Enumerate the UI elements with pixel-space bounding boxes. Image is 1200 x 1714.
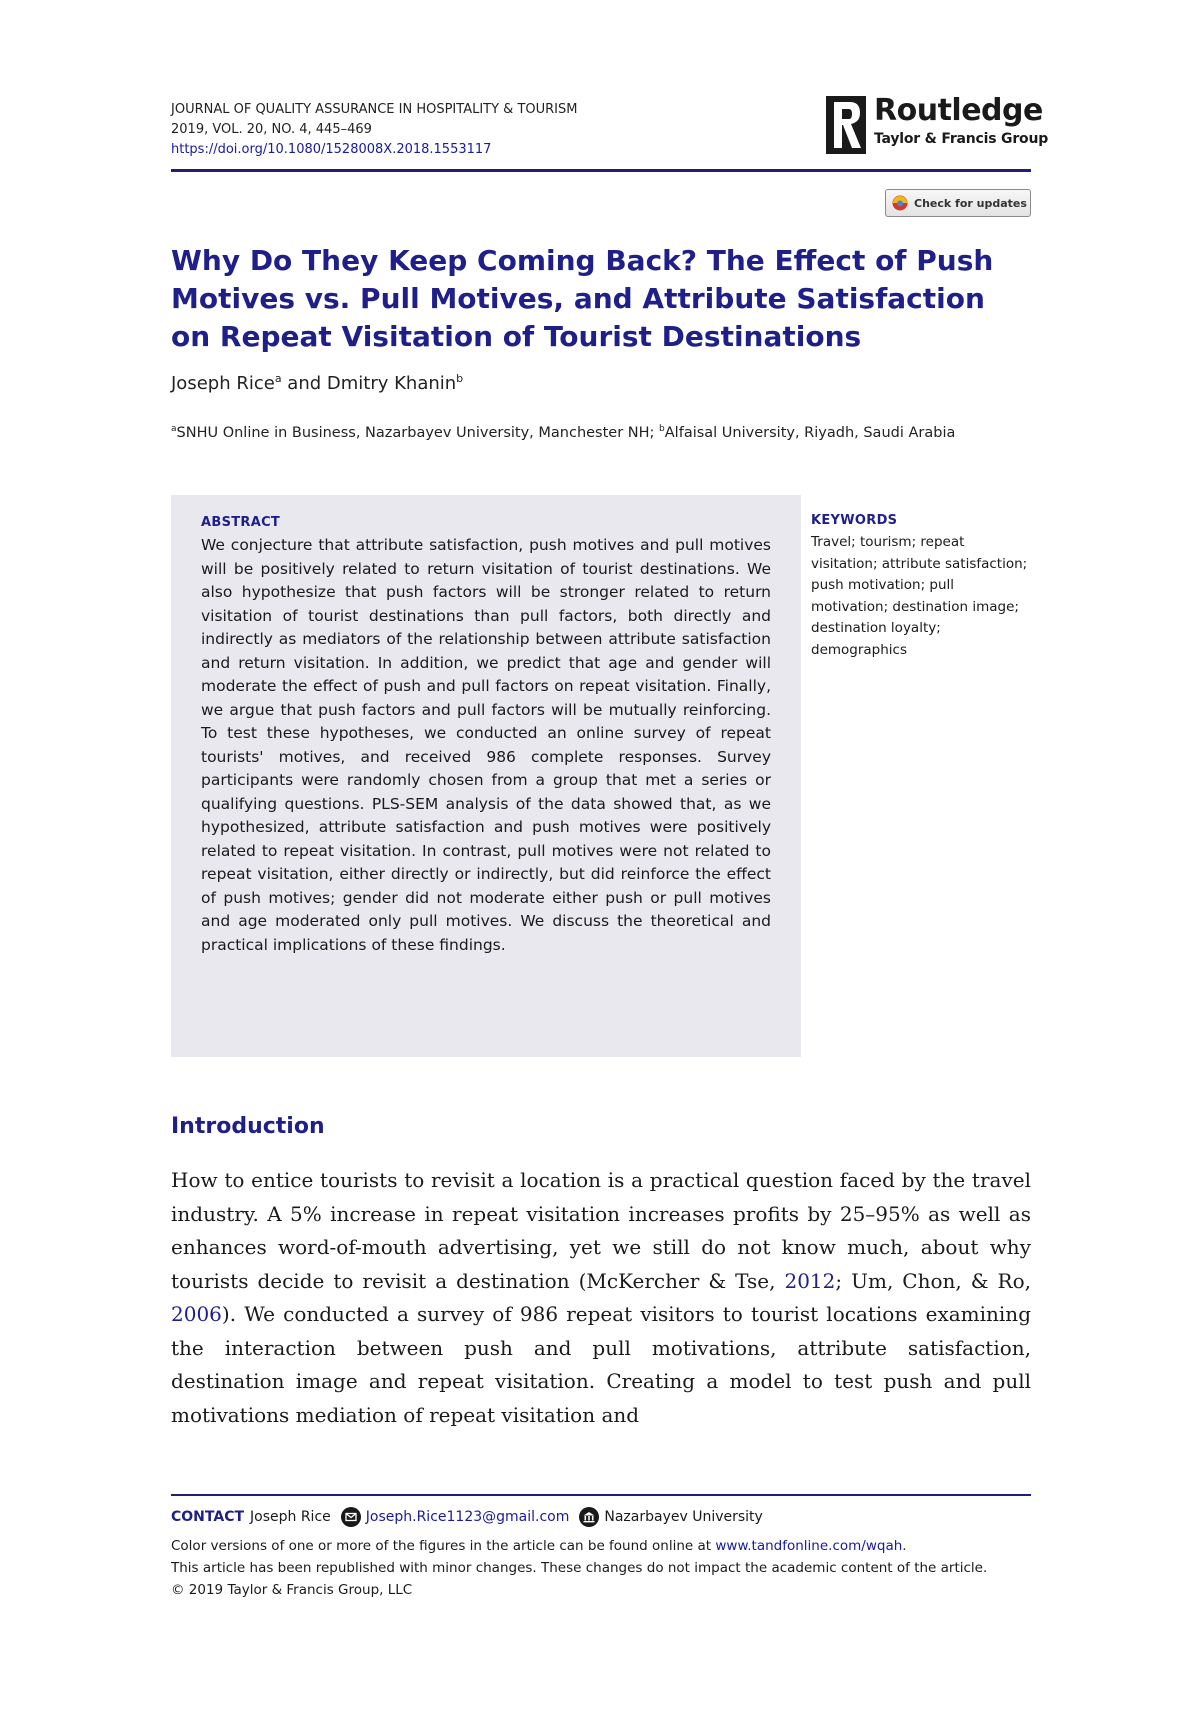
check-for-updates-button[interactable] [885, 189, 1031, 217]
authors [171, 372, 463, 394]
publisher-name: Routledge [874, 93, 1043, 128]
intro-text: ). We conducted a survey of 986 repeat visitors to tourist locations examining the interaction between push and pull motivations, attribute satisfaction, destination image and repeat visitation. Creating a model to test push and pull motivations mediation of repeat visitation and [171, 1302, 1031, 1427]
journal-issue: 2019, VOL. 20, NO. 4, 445–469 [171, 122, 372, 137]
abstract-box [171, 495, 801, 1057]
email-icon [341, 1507, 361, 1527]
introduction-paragraph [171, 1164, 1031, 1432]
affiliation-mark: b [659, 424, 665, 434]
keywords-heading: KEYWORDS [811, 513, 898, 528]
journal-name: JOURNAL OF QUALITY ASSURANCE IN HOSPITALITY & TOURISM [171, 102, 578, 117]
author-name: Dmitry Khanin [326, 373, 457, 394]
footnotes [171, 1535, 1041, 1601]
header-divider [171, 169, 1031, 172]
author-name: Joseph Rice [171, 373, 275, 394]
contact-email-link[interactable]: Joseph.Rice1123@gmail.com [365, 1509, 570, 1525]
introduction-heading: Introduction [171, 1114, 325, 1139]
crossmark-icon [892, 195, 908, 211]
republish-note: This article has been republished with minor changes. These changes do not impact the academic content of the article. [171, 1560, 988, 1576]
affiliation-a: SNHU Online in Business, Nazarbayev University, Manchester NH; [176, 424, 660, 441]
affiliation-mark: a [171, 424, 177, 434]
institution-icon [579, 1507, 599, 1527]
tandfonline-link[interactable]: www.tandfonline.com/wqah [715, 1538, 903, 1554]
citation-link[interactable]: 2006 [171, 1302, 222, 1326]
affiliation-b: Alfaisal University, Riyadh, Saudi Arabia [664, 424, 956, 441]
keywords-panel [811, 513, 1031, 661]
abstract-text: We conjecture that attribute satisfaction, push motives and pull motives will be positively related to return visitation of tourist destinations. We also hypothesize that push factors will be stronger related to return visitation of tourist destinations than pull factors, both directly and indirectly as mediators of the relationship between attribute satisfaction and return visitation. In addition, we predict that age and gender will moderate the effect of push and pull factors on repeat visitation. Finally, we argue that push factors and pull factors will be mutually reinforcing. To test these hypotheses, we conducted an online survey of repeat tourists' motives, and received 986 complete responses. Survey participants were randomly chosen from a group that met a series or qualifying questions. PLS-SEM analysis of the data showed that, as we hypothesized, attribute satisfaction and push motives were positively related to repeat visitation. In contrast, pull motives were not related to repeat visitation, either directly or indirectly, but did reinforce the effect of push motives; gender did not moderate either push or pull motives and age moderated only pull motives. We discuss the theoretical and practical implications of these findings. [201, 536, 771, 954]
abstract-heading: ABSTRACT [201, 515, 281, 530]
doi-link[interactable]: https://doi.org/10.1080/1528008X.2018.1553117 [171, 142, 492, 157]
article-title: Why Do They Keep Coming Back? The Effect of Push Motives vs. Pull Motives, and Attribute Satisfaction on Repeat Visitation of Tourist Destinations [171, 244, 994, 353]
contact-name: Joseph Rice [250, 1509, 331, 1525]
author-affiliation-mark: a [274, 372, 282, 385]
copyright: © 2019 Taylor & Francis Group, LLC [171, 1582, 413, 1598]
contact-institution: Nazarbayev University [604, 1509, 763, 1525]
keywords-list: Travel; tourism; repeat visitation; attribute satisfaction; push motivation; pull motivation; destination image; destination loyalty; demographics [811, 534, 1028, 658]
intro-text: ; Um, Chon, & Ro, [835, 1268, 1031, 1293]
intro-text: How to entice tourists to revisit a location is a practical question faced by the travel industry. A 5% increase in repeat visitation increases profits by 25–95% as well as enhances word-of-mouth advertising, yet we still do not know much, about why tourists decide to revisit a destination (McKercher & Tse, [171, 1168, 1031, 1293]
publisher-logo [826, 93, 1049, 156]
footer-divider [171, 1494, 1031, 1496]
author-separator: and [281, 373, 327, 394]
citation-link[interactable]: 2012 [784, 1268, 836, 1293]
publisher-group: Taylor & Francis Group [874, 131, 1049, 147]
journal-header [171, 100, 577, 160]
routledge-r-logo-icon [826, 96, 866, 154]
check-for-updates-label: Check for updates [914, 196, 1027, 210]
contact-line [171, 1506, 763, 1528]
color-note [171, 1535, 1041, 1557]
affiliations [171, 418, 1031, 444]
author-affiliation-mark: b [456, 372, 464, 385]
contact-label: CONTACT [171, 1509, 245, 1525]
color-note-end: . [902, 1538, 907, 1554]
color-note-text: Color versions of one or more of the figures in the article can be found online at [171, 1538, 716, 1554]
